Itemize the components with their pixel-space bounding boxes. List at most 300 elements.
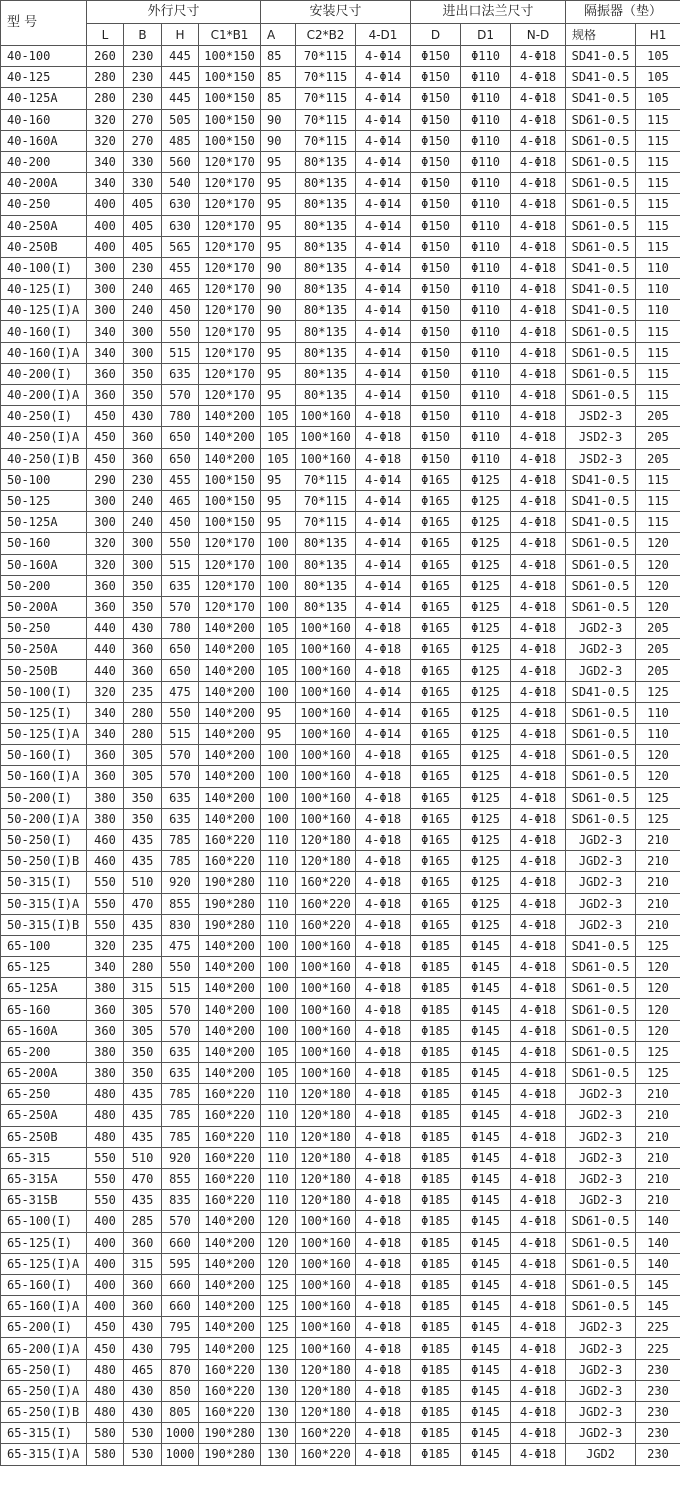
cell-L: 340 [87,342,124,363]
cell-C2B2: 100*160 [296,935,356,956]
cell-spec: JGD2-3 [566,829,636,850]
cell-B: 430 [124,1380,162,1401]
cell-H: 570 [162,745,199,766]
cell-spec: JGD2-3 [566,872,636,893]
cell-H: 570 [162,1211,199,1232]
cell-N-D: 4-Φ18 [511,702,566,723]
cell-N-D: 4-Φ18 [511,1253,566,1274]
cell-B: 240 [124,300,162,321]
cell-D: Φ150 [411,236,461,257]
cell-spec: SD61-0.5 [566,554,636,575]
cell-D1: Φ110 [461,427,511,448]
cell-C1B1: 160*220 [199,1126,261,1147]
cell-model: 50-250A [1,639,87,660]
cell-H1: 115 [636,130,680,151]
cell-H1: 115 [636,236,680,257]
cell-D: Φ185 [411,1296,461,1317]
cell-spec: SD61-0.5 [566,385,636,406]
cell-B: 360 [124,660,162,681]
cell-spec: SD41-0.5 [566,490,636,511]
cell-C1B1: 120*170 [199,596,261,617]
cell-H: 855 [162,893,199,914]
cell-A: 100 [261,554,296,575]
cell-L: 280 [87,67,124,88]
cell-L: 480 [87,1105,124,1126]
cell-B: 300 [124,342,162,363]
cell-A: 105 [261,618,296,639]
cell-D1: Φ125 [461,872,511,893]
cell-D: Φ165 [411,766,461,787]
cell-H1: 210 [636,893,680,914]
cell-4-D1: 4-Φ18 [356,1444,411,1465]
cell-L: 380 [87,1041,124,1062]
cell-D: Φ185 [411,1402,461,1423]
cell-spec: SD41-0.5 [566,88,636,109]
cell-spec: JSD2-3 [566,427,636,448]
cell-D: Φ185 [411,1105,461,1126]
cell-D: Φ150 [411,342,461,363]
table-row [1,1402,680,1423]
cell-A: 100 [261,575,296,596]
cell-L: 400 [87,194,124,215]
cell-spec: JGD2-3 [566,1147,636,1168]
cell-C1B1: 190*280 [199,872,261,893]
cell-C2B2: 160*220 [296,893,356,914]
cell-C2B2: 100*160 [296,427,356,448]
cell-H: 635 [162,363,199,384]
cell-C1B1: 160*220 [199,1380,261,1401]
table-row [1,67,680,88]
cell-C2B2: 120*180 [296,1084,356,1105]
cell-model: 65-315B [1,1190,87,1211]
cell-C2B2: 70*115 [296,109,356,130]
cell-4-D1: 4-Φ18 [356,1317,411,1338]
cell-A: 130 [261,1380,296,1401]
cell-A: 90 [261,279,296,300]
cell-B: 280 [124,724,162,745]
cell-C1B1: 140*200 [199,766,261,787]
cell-B: 435 [124,914,162,935]
cell-model: 65-250 [1,1084,87,1105]
cell-B: 360 [124,427,162,448]
cell-model: 50-200 [1,575,87,596]
cell-C1B1: 120*170 [199,194,261,215]
cell-C1B1: 140*200 [199,448,261,469]
cell-A: 95 [261,385,296,406]
cell-model: 40-160(I) [1,321,87,342]
cell-D: Φ165 [411,596,461,617]
cell-C2B2: 80*135 [296,554,356,575]
cell-A: 130 [261,1402,296,1423]
table-row [1,1147,680,1168]
cell-spec: SD61-0.5 [566,808,636,829]
cell-B: 350 [124,575,162,596]
cell-A: 95 [261,702,296,723]
table-row [1,1296,680,1317]
cell-D1: Φ125 [461,681,511,702]
cell-B: 330 [124,173,162,194]
cell-B: 305 [124,766,162,787]
cell-L: 440 [87,618,124,639]
cell-C2B2: 70*115 [296,490,356,511]
cell-A: 100 [261,935,296,956]
cell-A: 100 [261,766,296,787]
cell-D: Φ185 [411,957,461,978]
cell-spec: JGD2-3 [566,1338,636,1359]
cell-B: 280 [124,702,162,723]
cell-A: 125 [261,1338,296,1359]
cell-A: 95 [261,321,296,342]
cell-N-D: 4-Φ18 [511,787,566,808]
cell-spec: SD61-0.5 [566,1232,636,1253]
cell-H1: 125 [636,787,680,808]
cell-B: 465 [124,1359,162,1380]
cell-4-D1: 4-Φ14 [356,681,411,702]
cell-C1B1: 120*170 [199,151,261,172]
cell-C1B1: 160*220 [199,829,261,850]
cell-D1: Φ125 [461,893,511,914]
cell-B: 510 [124,872,162,893]
table-row [1,512,680,533]
table-row [1,236,680,257]
cell-4-D1: 4-Φ14 [356,46,411,67]
cell-H1: 115 [636,151,680,172]
cell-D: Φ165 [411,829,461,850]
cell-C2B2: 100*160 [296,1338,356,1359]
cell-4-D1: 4-Φ18 [356,1105,411,1126]
cell-C1B1: 140*200 [199,935,261,956]
cell-L: 460 [87,851,124,872]
cell-B: 350 [124,363,162,384]
cell-B: 305 [124,1020,162,1041]
cell-N-D: 4-Φ18 [511,893,566,914]
cell-D: Φ185 [411,1147,461,1168]
cell-D1: Φ110 [461,257,511,278]
cell-L: 440 [87,660,124,681]
table-row [1,279,680,300]
cell-H: 565 [162,236,199,257]
cell-spec: SD61-0.5 [566,724,636,745]
col-H: H [162,24,199,46]
cell-4-D1: 4-Φ18 [356,957,411,978]
cell-H: 1000 [162,1444,199,1465]
cell-B: 305 [124,999,162,1020]
cell-model: 40-200 [1,151,87,172]
cell-D: Φ185 [411,1126,461,1147]
cell-C2B2: 120*180 [296,1126,356,1147]
cell-B: 305 [124,745,162,766]
cell-model: 40-200(I) [1,363,87,384]
cell-C2B2: 80*135 [296,215,356,236]
cell-C2B2: 80*135 [296,321,356,342]
cell-4-D1: 4-Φ18 [356,1253,411,1274]
cell-C1B1: 140*200 [199,1063,261,1084]
cell-D: Φ185 [411,1084,461,1105]
cell-H1: 205 [636,618,680,639]
cell-D1: Φ145 [461,1317,511,1338]
cell-model: 65-315 [1,1147,87,1168]
cell-H: 635 [162,575,199,596]
cell-4-D1: 4-Φ18 [356,787,411,808]
cell-D1: Φ145 [461,1211,511,1232]
cell-A: 95 [261,512,296,533]
cell-B: 230 [124,469,162,490]
cell-B: 270 [124,109,162,130]
cell-A: 130 [261,1423,296,1444]
table-row [1,660,680,681]
cell-D1: Φ125 [461,660,511,681]
cell-D: Φ150 [411,194,461,215]
cell-H: 785 [162,1126,199,1147]
cell-H1: 125 [636,1041,680,1062]
cell-4-D1: 4-Φ18 [356,851,411,872]
cell-B: 435 [124,1105,162,1126]
table-row [1,893,680,914]
cell-C2B2: 70*115 [296,67,356,88]
cell-C1B1: 140*200 [199,787,261,808]
cell-H1: 210 [636,1168,680,1189]
cell-D1: Φ125 [461,618,511,639]
cell-B: 360 [124,1296,162,1317]
cell-L: 300 [87,490,124,511]
table-row [1,1190,680,1211]
cell-H: 540 [162,173,199,194]
cell-A: 90 [261,300,296,321]
cell-B: 315 [124,1253,162,1274]
cell-C2B2: 100*160 [296,618,356,639]
cell-N-D: 4-Φ18 [511,914,566,935]
table-row [1,829,680,850]
cell-C1B1: 140*200 [199,1296,261,1317]
cell-H1: 120 [636,554,680,575]
cell-D: Φ150 [411,406,461,427]
table-row [1,1063,680,1084]
cell-spec: SD41-0.5 [566,257,636,278]
cell-spec: SD41-0.5 [566,469,636,490]
cell-4-D1: 4-Φ14 [356,724,411,745]
table-row [1,957,680,978]
header-group-row [1,1,680,24]
table-row [1,639,680,660]
cell-N-D: 4-Φ18 [511,67,566,88]
cell-C1B1: 160*220 [199,1147,261,1168]
cell-H: 835 [162,1190,199,1211]
cell-D: Φ185 [411,1063,461,1084]
cell-C1B1: 120*170 [199,279,261,300]
cell-C2B2: 70*115 [296,88,356,109]
cell-L: 580 [87,1444,124,1465]
cell-D: Φ150 [411,88,461,109]
cell-N-D: 4-Φ18 [511,1274,566,1295]
cell-C2B2: 80*135 [296,151,356,172]
cell-H: 475 [162,681,199,702]
cell-C2B2: 160*220 [296,914,356,935]
cell-C2B2: 100*160 [296,808,356,829]
cell-H: 635 [162,787,199,808]
cell-4-D1: 4-Φ14 [356,257,411,278]
col-L: L [87,24,124,46]
cell-L: 360 [87,999,124,1020]
cell-C2B2: 100*160 [296,787,356,808]
cell-B: 430 [124,406,162,427]
cell-D1: Φ125 [461,533,511,554]
cell-A: 110 [261,1084,296,1105]
cell-N-D: 4-Φ18 [511,1359,566,1380]
cell-C2B2: 80*135 [296,575,356,596]
cell-H: 660 [162,1296,199,1317]
cell-H: 515 [162,342,199,363]
cell-N-D: 4-Φ18 [511,1084,566,1105]
cell-N-D: 4-Φ18 [511,745,566,766]
cell-B: 435 [124,829,162,850]
cell-C1B1: 140*200 [199,660,261,681]
cell-D1: Φ145 [461,957,511,978]
cell-D1: Φ145 [461,1402,511,1423]
cell-C2B2: 100*160 [296,745,356,766]
cell-B: 470 [124,1168,162,1189]
cell-spec: SD41-0.5 [566,67,636,88]
cell-A: 95 [261,151,296,172]
cell-C2B2: 80*135 [296,279,356,300]
cell-model: 65-160A [1,1020,87,1041]
cell-D1: Φ110 [461,194,511,215]
cell-C1B1: 140*200 [199,724,261,745]
cell-H: 505 [162,109,199,130]
cell-B: 230 [124,257,162,278]
cell-H: 550 [162,321,199,342]
cell-H1: 120 [636,766,680,787]
table-row [1,342,680,363]
cell-D: Φ150 [411,109,461,130]
cell-N-D: 4-Φ18 [511,766,566,787]
cell-L: 400 [87,236,124,257]
cell-D1: Φ110 [461,109,511,130]
cell-C1B1: 160*220 [199,851,261,872]
cell-4-D1: 4-Φ18 [356,1296,411,1317]
cell-N-D: 4-Φ18 [511,554,566,575]
cell-C2B2: 70*115 [296,469,356,490]
cell-C1B1: 100*150 [199,46,261,67]
cell-N-D: 4-Φ18 [511,469,566,490]
cell-N-D: 4-Φ18 [511,1041,566,1062]
cell-N-D: 4-Φ18 [511,321,566,342]
cell-C2B2: 100*160 [296,1041,356,1062]
cell-H1: 115 [636,342,680,363]
cell-N-D: 4-Φ18 [511,342,566,363]
cell-D: Φ185 [411,935,461,956]
cell-A: 95 [261,342,296,363]
cell-C2B2: 120*180 [296,829,356,850]
cell-C1B1: 140*200 [199,808,261,829]
table-row [1,1126,680,1147]
cell-A: 95 [261,236,296,257]
cell-A: 100 [261,533,296,554]
cell-C1B1: 140*200 [199,745,261,766]
cell-C2B2: 100*160 [296,1211,356,1232]
cell-spec: JGD2-3 [566,1126,636,1147]
cell-C1B1: 100*150 [199,88,261,109]
table-row [1,681,680,702]
cell-L: 340 [87,321,124,342]
cell-H: 515 [162,724,199,745]
cell-A: 120 [261,1253,296,1274]
cell-C2B2: 100*160 [296,660,356,681]
cell-C2B2: 160*220 [296,1444,356,1465]
cell-H: 660 [162,1274,199,1295]
cell-N-D: 4-Φ18 [511,385,566,406]
cell-L: 440 [87,639,124,660]
cell-C2B2: 100*160 [296,448,356,469]
table-row [1,257,680,278]
cell-4-D1: 4-Φ14 [356,702,411,723]
cell-L: 340 [87,957,124,978]
cell-H: 570 [162,999,199,1020]
cell-A: 90 [261,109,296,130]
table-row [1,363,680,384]
cell-N-D: 4-Φ18 [511,1338,566,1359]
cell-H1: 210 [636,1190,680,1211]
cell-spec: JGD2-3 [566,1190,636,1211]
table-row [1,130,680,151]
cell-model: 40-250(I) [1,406,87,427]
cell-H: 650 [162,427,199,448]
cell-model: 40-125(I)A [1,300,87,321]
cell-model: 65-125A [1,978,87,999]
cell-model: 50-160A [1,554,87,575]
cell-H1: 230 [636,1402,680,1423]
cell-D1: Φ145 [461,1105,511,1126]
cell-C2B2: 100*160 [296,1253,356,1274]
cell-spec: SD41-0.5 [566,681,636,702]
cell-spec: SD61-0.5 [566,596,636,617]
cell-C2B2: 100*160 [296,1274,356,1295]
cell-N-D: 4-Φ18 [511,363,566,384]
cell-B: 230 [124,67,162,88]
cell-C1B1: 190*280 [199,1444,261,1465]
cell-N-D: 4-Φ18 [511,257,566,278]
cell-L: 340 [87,173,124,194]
cell-H: 570 [162,385,199,406]
cell-H: 445 [162,88,199,109]
cell-D: Φ165 [411,724,461,745]
cell-C2B2: 80*135 [296,194,356,215]
cell-H1: 125 [636,1063,680,1084]
table-row [1,872,680,893]
cell-C1B1: 140*200 [199,1232,261,1253]
cell-C1B1: 100*150 [199,109,261,130]
cell-A: 100 [261,681,296,702]
cell-C2B2: 120*180 [296,1105,356,1126]
cell-D: Φ150 [411,173,461,194]
cell-D1: Φ145 [461,999,511,1020]
cell-D: Φ165 [411,554,461,575]
cell-A: 100 [261,1020,296,1041]
table-row [1,109,680,130]
isolator-header: 隔振器（垫） [566,1,680,24]
cell-4-D1: 4-Φ18 [356,872,411,893]
cell-H1: 205 [636,406,680,427]
cell-spec: SD61-0.5 [566,787,636,808]
table-row [1,1020,680,1041]
cell-C1B1: 100*150 [199,490,261,511]
cell-B: 435 [124,1126,162,1147]
cell-4-D1: 4-Φ18 [356,766,411,787]
cell-H1: 210 [636,829,680,850]
cell-D: Φ165 [411,469,461,490]
cell-spec: JGD2-3 [566,851,636,872]
col-spec: 规格 [566,24,636,46]
cell-B: 235 [124,681,162,702]
